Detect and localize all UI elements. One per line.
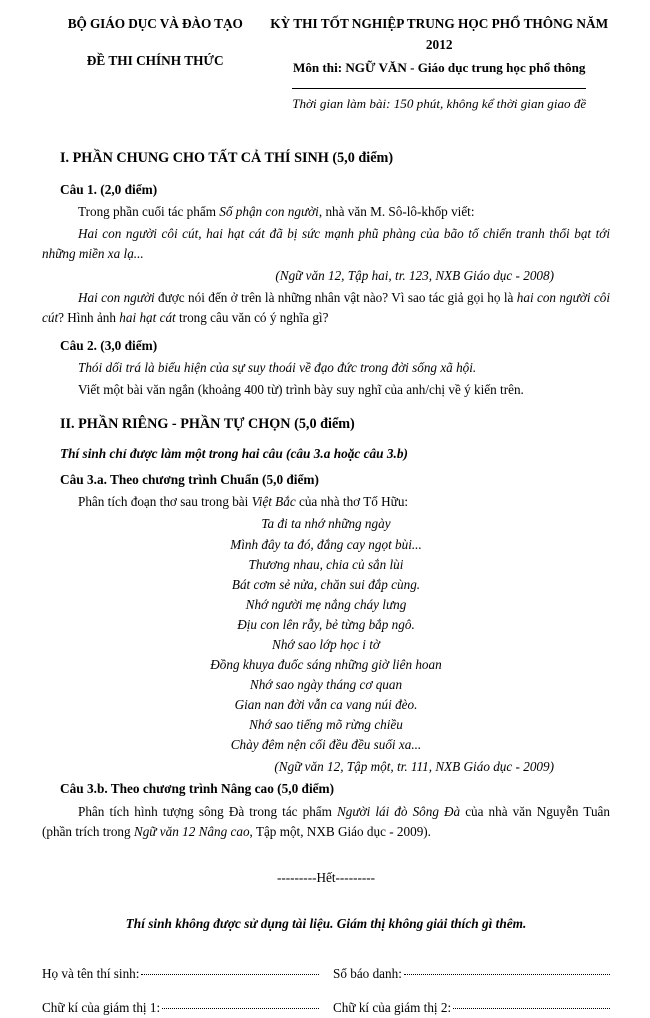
subject-line: Môn thi: NGỮ VĂN - Giáo dục trung học phổ thông bbox=[292, 60, 586, 76]
q3b-text-b: của nhà văn Nguyễn Tuân (phần trích trong bbox=[42, 803, 610, 839]
poem-line: Mình đây ta đó, đắng cay ngọt bùi... bbox=[230, 536, 422, 552]
q3a-intro-b: của nhà thơ Tố Hữu: bbox=[295, 494, 409, 510]
poem-line: Thương nhau, chia củ sắn lùi bbox=[248, 556, 404, 572]
q1-phrase-3: hai hạt cát bbox=[119, 310, 176, 326]
poem-line: Nhớ sao ngày tháng cơ quan bbox=[249, 676, 403, 692]
q3a-poem-title: Việt Bắc bbox=[251, 494, 296, 510]
question-2-statement: Thói dối trá là biểu hiện của sự suy thoái về đạo đức trong đời sống xã hội. bbox=[78, 360, 477, 376]
q1-intro-b: , nhà văn M. Sô-lô-khốp viết: bbox=[318, 203, 475, 219]
q1-prompt-d: ? Hình ảnh bbox=[58, 310, 120, 326]
q1-prompt-f: trong câu văn có ý nghĩa gì? bbox=[175, 310, 329, 326]
exam-notice: Thí sinh không được sử dụng tài liệu. Giám thị không giải thích gì thêm. bbox=[125, 915, 527, 931]
q1-prompt-b: được nói đến ở trên là những nhân vật nào? Vì sao tác giả gọi họ là bbox=[154, 289, 517, 305]
question-1-label: Câu 1. (2,0 điểm) bbox=[60, 181, 158, 197]
section-1-title: I. PHẦN CHUNG CHO TẤT CẢ THÍ SINH (5,0 điểm) bbox=[60, 149, 394, 166]
candidate-name-dots[interactable] bbox=[141, 962, 319, 975]
question-1-prompt bbox=[42, 288, 610, 328]
exam-title: KỲ THI TỐT NGHIỆP TRUNG HỌC PHỔ THÔNG NĂM 2012 bbox=[270, 16, 609, 52]
q3b-text-a: Phân tích hình tượng sông Đà trong tác phẩm bbox=[78, 803, 337, 819]
poem-line: Đồng khuya đuốc sáng những giờ liên hoan bbox=[210, 656, 442, 672]
poem-line: Nhớ sao lớp học i tờ bbox=[272, 636, 380, 652]
poem-line: Nhớ sao tiếng mõ rừng chiều bbox=[249, 717, 403, 733]
footer-row-2 bbox=[42, 998, 610, 1018]
footer-row-1 bbox=[42, 964, 610, 984]
header-left-block bbox=[42, 14, 268, 71]
q3a-intro-a: Phân tích đoạn thơ sau trong bài bbox=[78, 494, 252, 510]
invigilator-2-field[interactable] bbox=[319, 998, 610, 1018]
candidate-name-field[interactable] bbox=[42, 964, 319, 984]
question-1-intro bbox=[42, 202, 610, 222]
q1-phrase-1: Hai con người bbox=[78, 289, 155, 305]
question-3b-prompt bbox=[42, 802, 610, 842]
poem-line: Ta đi ta nhớ những ngày bbox=[261, 516, 391, 532]
official-exam-label: ĐỀ THI CHÍNH THỨC bbox=[86, 52, 224, 68]
invigilator-2-label: Chữ kí của giám thị 2: bbox=[333, 999, 452, 1015]
question-3a-intro bbox=[42, 492, 610, 512]
duration-wrap bbox=[268, 82, 610, 114]
question-2-label: Câu 2. (3,0 điểm) bbox=[60, 338, 158, 354]
question-3a-poem bbox=[42, 514, 610, 755]
section-2-title: II. PHẦN RIÊNG - PHẦN TỰ CHỌN (5,0 điểm) bbox=[60, 416, 355, 433]
question-2-task: Viết một bài văn ngắn (khoảng 400 từ) trình bày suy nghĩ của anh/chị về ý kiến trên. bbox=[78, 382, 524, 398]
poem-line: Bát cơm sẻ nửa, chăn sui đắp cùng. bbox=[231, 576, 421, 592]
invigilator-1-label: Chữ kí của giám thị 1: bbox=[42, 999, 161, 1015]
candidate-number-label: Số báo danh: bbox=[333, 965, 402, 981]
duration-line: Thời gian làm bài: 150 phút, không kể thời gian giao đề bbox=[292, 88, 586, 114]
document-header bbox=[42, 10, 610, 114]
poem-line: Chày đêm nện cối đều đều suối xa... bbox=[230, 737, 422, 753]
candidate-name-label: Họ và tên thí sinh: bbox=[42, 965, 140, 981]
poem-line: Địu con lên rẫy, bẻ từng bắp ngô. bbox=[237, 616, 415, 632]
document-body bbox=[42, 148, 610, 1018]
end-marker: ---------Hết--------- bbox=[276, 869, 376, 885]
invigilator-2-dots[interactable] bbox=[453, 996, 610, 1009]
question-3a-source: (Ngữ văn 12, Tập một, tr. 111, NXB Giáo dục - 2009) bbox=[274, 759, 554, 775]
q3b-work-title: Người lái đò Sông Đà bbox=[336, 803, 461, 819]
candidate-fields bbox=[42, 964, 610, 1018]
q1-intro-a: Trong phần cuối tác phẩm bbox=[78, 203, 220, 219]
q3b-book-title: Ngữ văn 12 Nâng cao bbox=[133, 823, 250, 839]
poem-line: Nhớ người mẹ nắng cháy lưng bbox=[245, 596, 407, 612]
question-3a-label: Câu 3.a. Theo chương trình Chuẩn (5,0 điểm) bbox=[60, 472, 319, 488]
q1-work-title: Số phận con người bbox=[219, 203, 319, 219]
candidate-number-dots[interactable] bbox=[404, 962, 610, 975]
poem-line: Gian nan đời vẫn ca vang núi đèo. bbox=[234, 697, 418, 713]
invigilator-1-field[interactable] bbox=[42, 998, 319, 1018]
q1-phrase-2: hai con người côi cút bbox=[42, 289, 610, 326]
candidate-number-field[interactable] bbox=[319, 964, 610, 984]
invigilator-1-dots[interactable] bbox=[162, 996, 319, 1009]
q3b-text-c: , Tập một, NXB Giáo dục - 2009). bbox=[249, 823, 431, 839]
ministry-name: BỘ GIÁO DỤC VÀ ĐÀO TẠO bbox=[67, 16, 243, 31]
question-1-source: (Ngữ văn 12, Tập hai, tr. 123, NXB Giáo dục - 2008) bbox=[275, 267, 554, 283]
question-1-quote: Hai con người côi cút, hai hạt cát đã bị sức mạnh phũ phàng của bão tố chiến tranh thổi bạt tới những miền xa lạ... bbox=[42, 225, 610, 261]
section-2-instruction: Thí sinh chỉ được làm một trong hai câu (câu 3.a hoặc câu 3.b) bbox=[60, 446, 408, 462]
header-right-block bbox=[268, 14, 610, 114]
question-3b-label: Câu 3.b. Theo chương trình Nâng cao (5,0 điểm) bbox=[60, 781, 335, 797]
